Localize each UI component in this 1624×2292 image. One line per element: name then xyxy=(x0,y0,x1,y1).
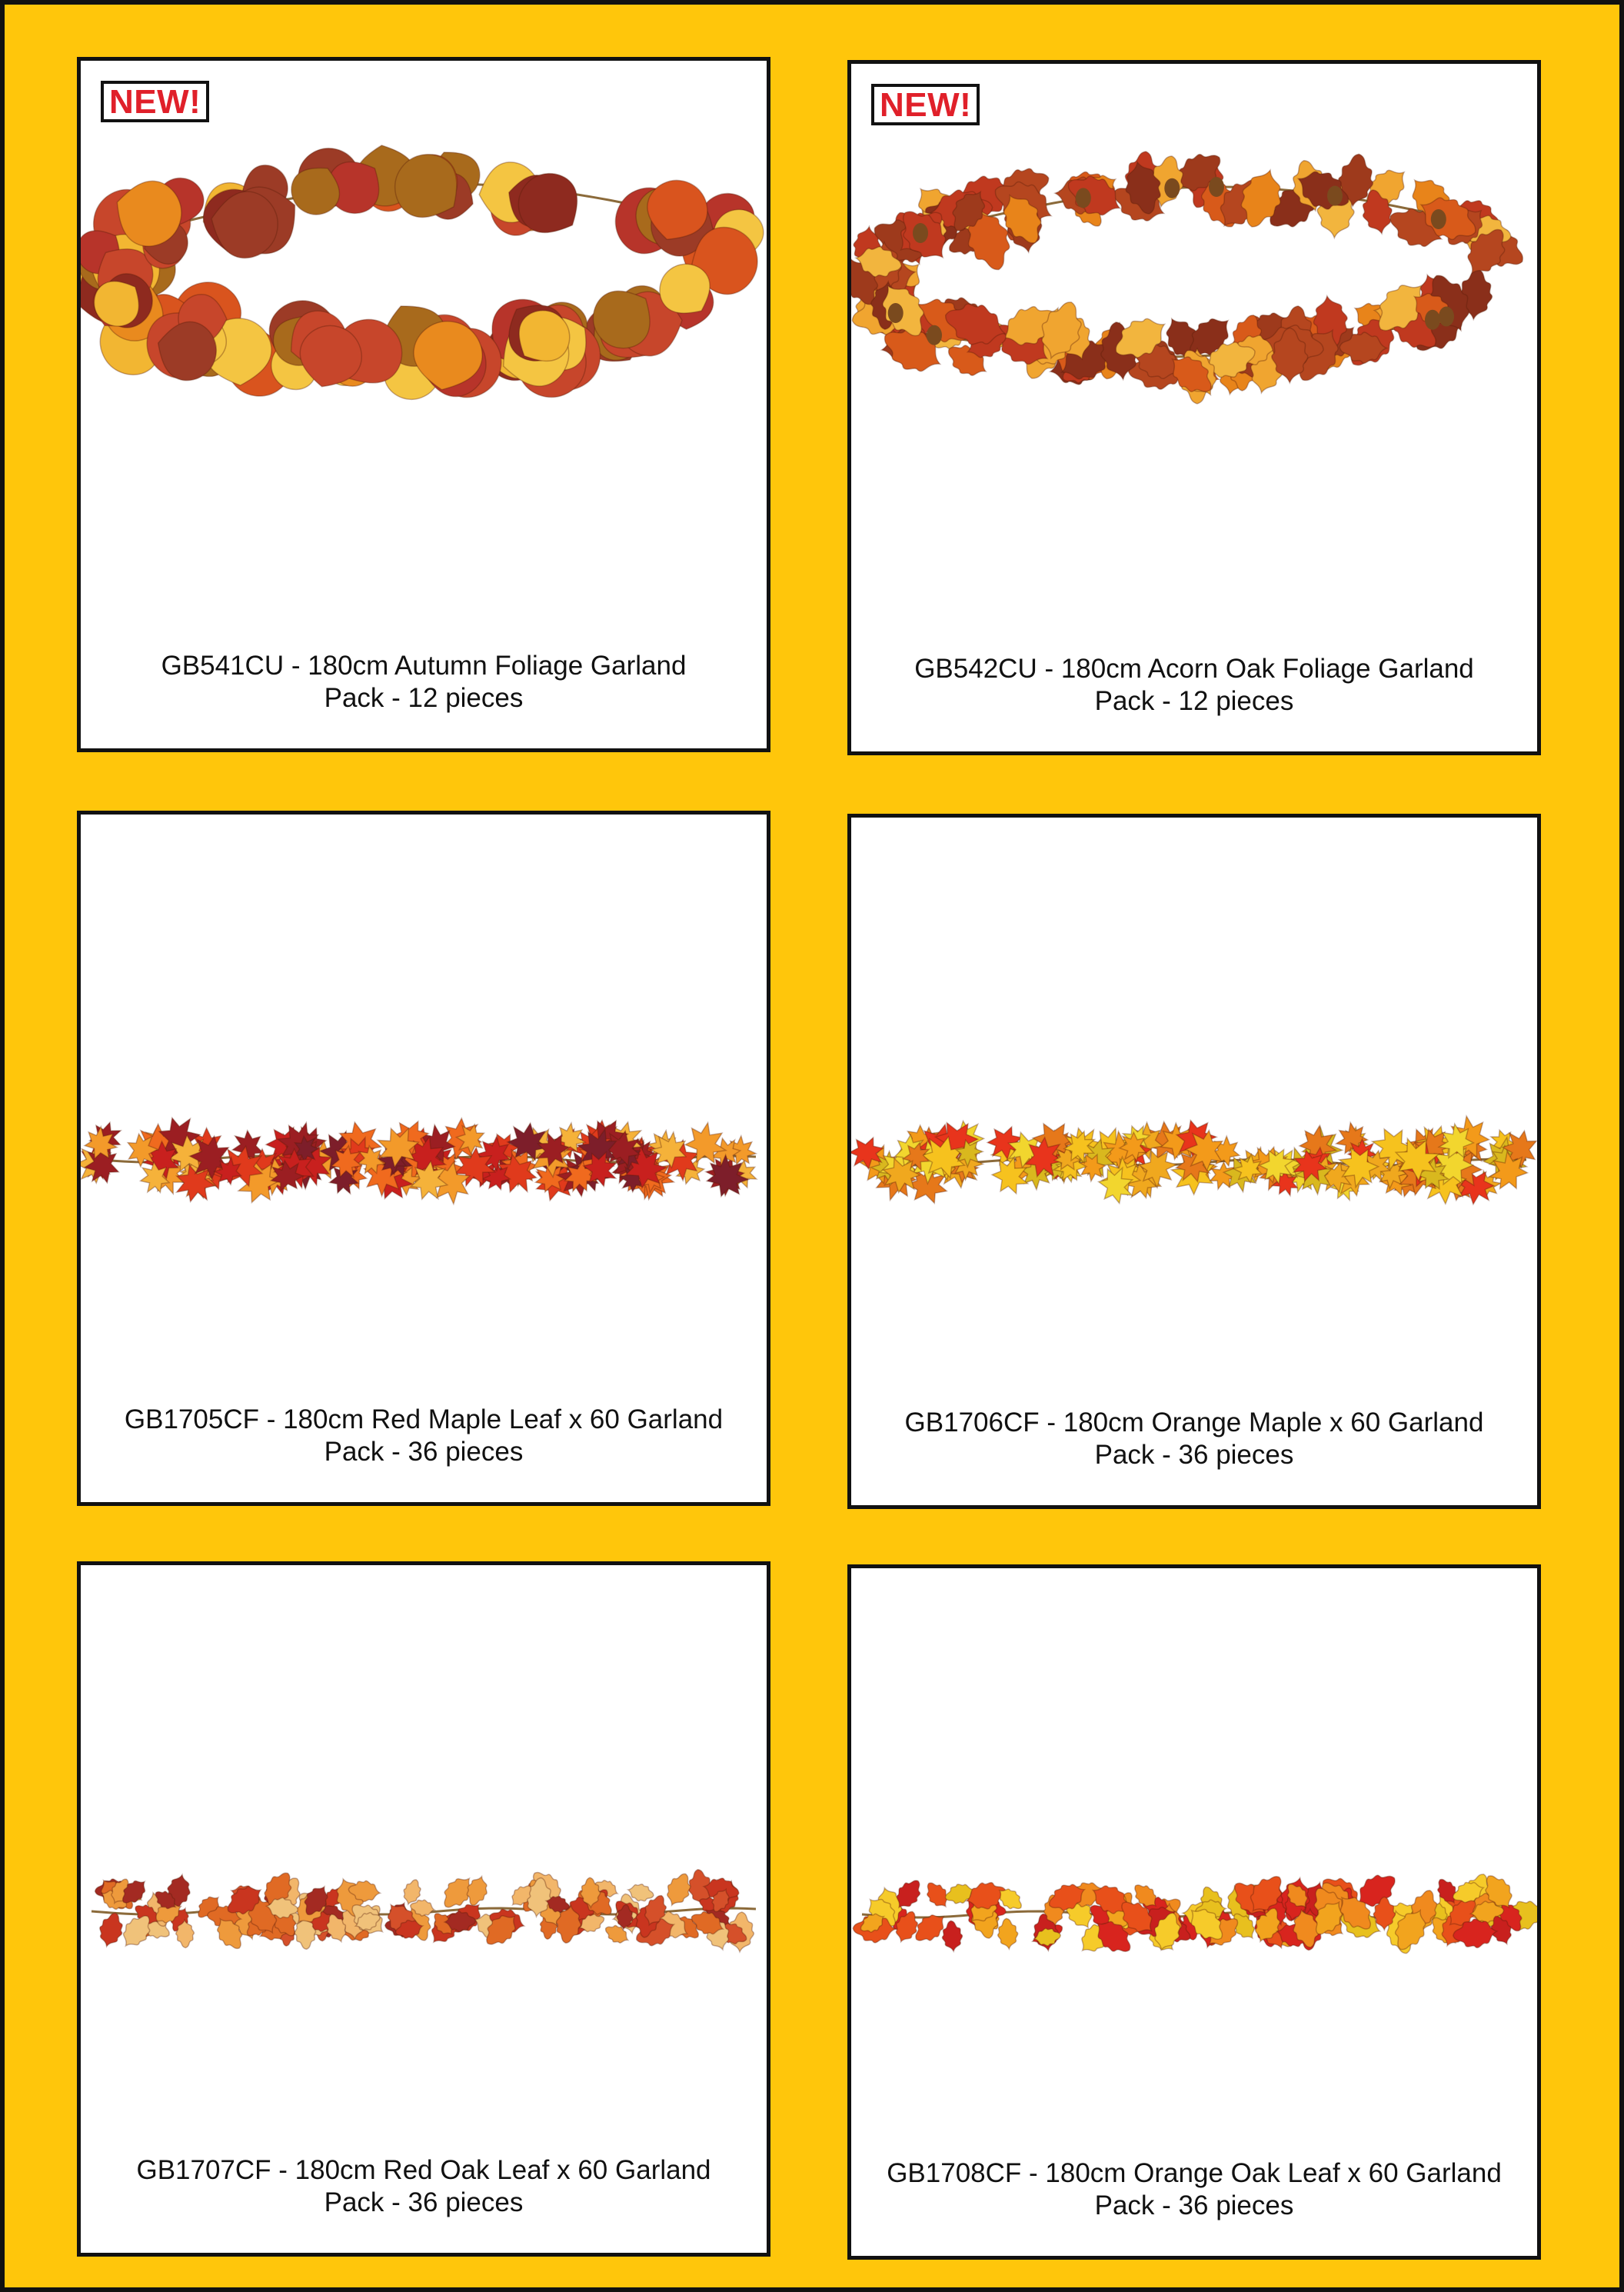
product-caption xyxy=(851,2157,1537,2222)
product-title: GB1706CF - 180cm Orange Maple x 60 Garland xyxy=(904,1408,1484,1437)
product-title: GB541CU - 180cm Autumn Foliage Garland xyxy=(161,651,687,681)
product-title: GB542CU - 180cm Acorn Oak Foliage Garland xyxy=(914,654,1474,684)
acorn-icon xyxy=(1327,186,1343,206)
leaf-icon xyxy=(997,1917,1019,1950)
acorn-icon xyxy=(1431,209,1446,229)
acorn-icon xyxy=(1439,307,1454,327)
acorn-icon xyxy=(1425,310,1440,330)
orange-maple-garland-image xyxy=(851,818,1537,1402)
product-title: GB1707CF - 180cm Red Oak Leaf x 60 Garland xyxy=(136,2155,711,2185)
product-card-gb541cu[interactable] xyxy=(77,57,770,752)
acorn-icon xyxy=(888,303,904,323)
leaf-icon xyxy=(941,1920,964,1952)
product-pack: Pack - 36 pieces xyxy=(324,1437,524,1467)
product-card-gb1707cf[interactable] xyxy=(77,1561,770,2257)
leaf-icon xyxy=(95,1910,126,1949)
acorn-icon xyxy=(1076,188,1091,208)
product-card-gb1708cf[interactable] xyxy=(847,1564,1541,2260)
autumn-foliage-garland-image xyxy=(81,61,767,645)
product-card-gb1705cf[interactable] xyxy=(77,811,770,1506)
acorn-icon xyxy=(1164,178,1180,198)
product-pack: Pack - 36 pieces xyxy=(1094,1440,1294,1470)
product-pack: Pack - 12 pieces xyxy=(1094,686,1294,716)
orange-oak-leaf-garland-image xyxy=(851,1568,1537,2153)
product-caption xyxy=(851,653,1537,718)
acorn-icon xyxy=(1209,177,1224,197)
product-caption xyxy=(81,650,767,715)
new-badge: NEW! xyxy=(871,84,980,125)
product-pack: Pack - 12 pieces xyxy=(324,683,524,713)
product-title: GB1705CF - 180cm Red Maple Leaf x 60 Garland xyxy=(124,1404,724,1434)
product-card-gb542cu[interactable] xyxy=(847,60,1541,755)
product-caption xyxy=(81,2154,767,2219)
red-oak-leaf-garland-image xyxy=(81,1565,767,2150)
red-maple-leaf-garland-image xyxy=(81,815,767,1399)
acorn-icon xyxy=(913,223,928,243)
product-caption xyxy=(81,1404,767,1468)
product-title: GB1708CF - 180cm Orange Oak Leaf x 60 Garland xyxy=(887,2158,1502,2188)
product-pack: Pack - 36 pieces xyxy=(324,2187,524,2217)
product-pack: Pack - 36 pieces xyxy=(1094,2190,1294,2220)
product-caption xyxy=(851,1407,1537,1471)
acorn-oak-foliage-garland-image xyxy=(851,64,1537,648)
new-badge: NEW! xyxy=(101,81,209,122)
acorn-icon xyxy=(927,325,942,345)
product-card-gb1706cf[interactable] xyxy=(847,814,1541,1509)
